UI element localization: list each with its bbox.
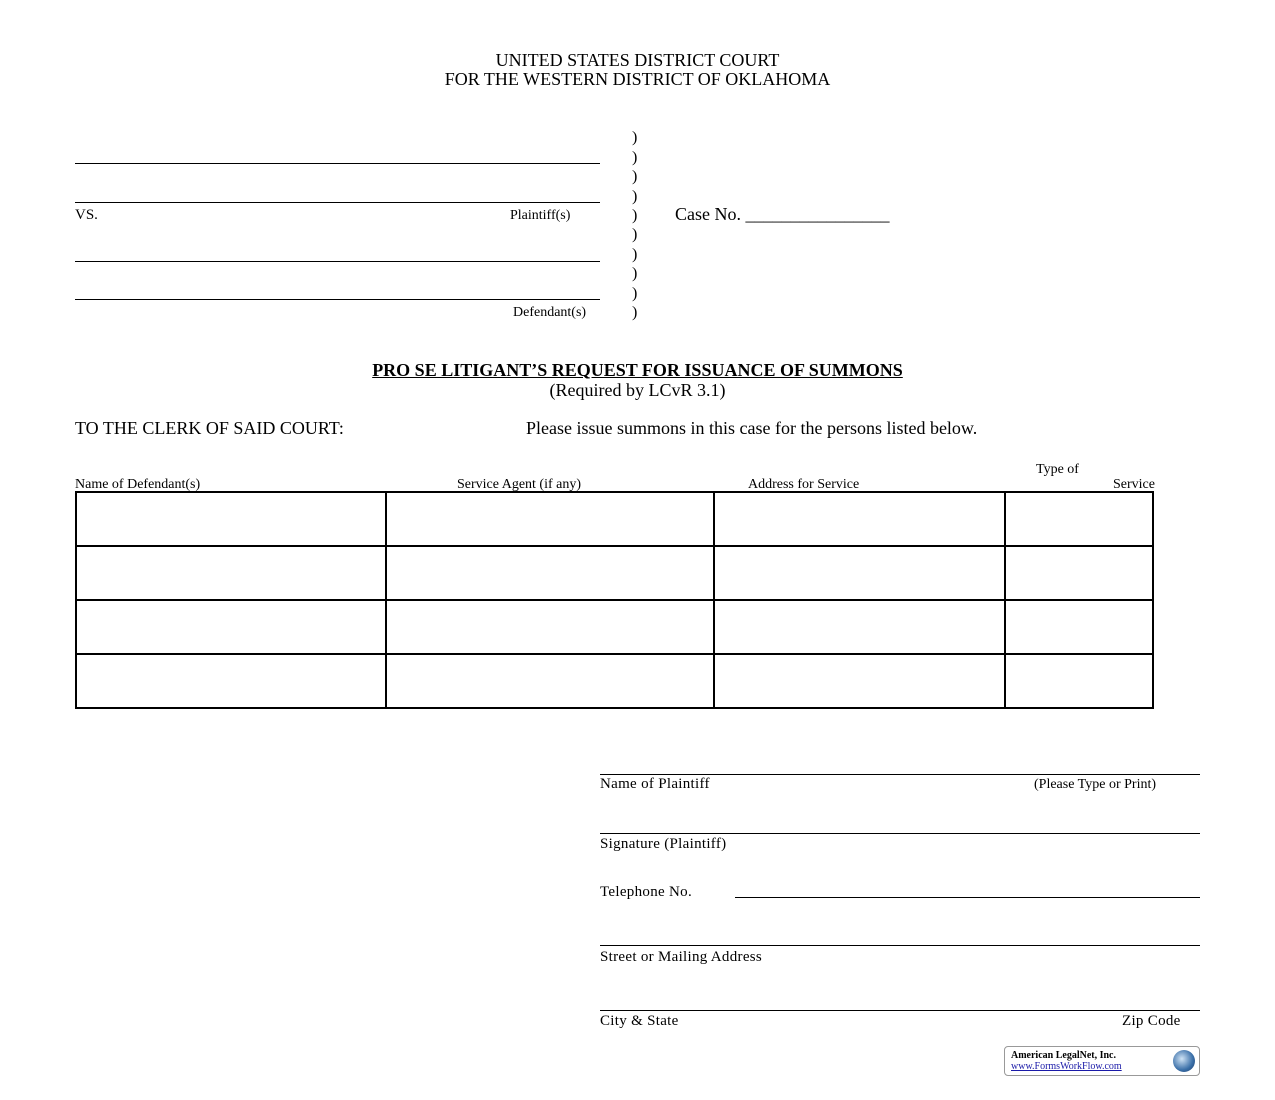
address-cell[interactable] [714,546,1005,600]
service-type-cell[interactable] [1005,600,1153,654]
col-header-service: Service [1113,477,1155,492]
zip-label: Zip Code [1122,1013,1181,1029]
agent-cell[interactable] [386,546,714,600]
caption-paren: ) [632,188,638,205]
clerk-address: TO THE CLERK OF SAID COURT: [75,418,344,438]
caption-paren: ) [632,246,638,263]
caption-paren: ) [632,285,638,302]
plaintiff-line-2[interactable] [75,202,600,203]
city-label: City & State [600,1013,679,1029]
form-title: PRO SE LITIGANT’S REQUEST FOR ISSUANCE OF SUMMONS [372,360,903,380]
court-name: UNITED STATES DISTRICT COURT [495,50,780,70]
col-header-agent: Service Agent (if any) [457,477,582,492]
plaintiffs-label: Plaintiff(s) [510,208,571,223]
caption-paren: ) [632,304,638,321]
form-subtitle: (Required by LCvR 3.1) [549,380,726,400]
agent-cell[interactable] [386,600,714,654]
caption-paren: ) [632,265,638,282]
plaintiff-name-line[interactable] [600,774,1200,775]
plaintiff-line-1[interactable] [75,163,600,164]
legalnet-logo [1004,1046,1200,1076]
service-type-cell[interactable] [1005,492,1153,546]
caption-paren: ) [632,226,638,243]
service-type-cell[interactable] [1005,654,1153,708]
plaintiff-name-label: Name of Plaintiff [600,776,710,792]
address-cell[interactable] [714,492,1005,546]
globe-icon [1173,1050,1195,1072]
defendant-line-2[interactable] [75,299,600,300]
caption-paren: ) [632,149,638,166]
col-header-defendant: Name of Defendant(s) [75,477,201,492]
defendants-label: Defendant(s) [513,305,587,320]
address-cell[interactable] [714,654,1005,708]
type-print-note: (Please Type or Print) [1034,777,1157,792]
defendant-cell[interactable] [76,492,386,546]
service-type-cell[interactable] [1005,546,1153,600]
signature-line[interactable] [600,833,1200,834]
agent-cell[interactable] [386,654,714,708]
street-label: Street or Mailing Address [600,949,763,965]
logo-url[interactable]: www.FormsWorkFlow.com [1011,1061,1122,1072]
col-header-type: Type of [1036,462,1079,477]
caption-paren: ) [632,129,638,146]
defendant-line-1[interactable] [75,261,600,262]
case-number-field[interactable]: Case No. ________________ [675,204,890,224]
defendant-cell[interactable] [76,546,386,600]
telephone-line[interactable] [735,897,1200,898]
col-header-address: Address for Service [748,477,860,492]
district-name: FOR THE WESTERN DISTRICT OF OKLAHOMA [444,69,831,89]
vs-label: VS. [75,207,98,223]
table-row [76,546,1153,600]
request-text: Please issue summons in this case for the persons listed below. [526,418,978,438]
agent-cell[interactable] [386,492,714,546]
telephone-label: Telephone No. [600,884,692,900]
caption-paren: ) [632,168,638,185]
defendants-table [75,491,1154,709]
address-cell[interactable] [714,600,1005,654]
signature-label: Signature (Plaintiff) [600,836,727,852]
table-row [76,492,1153,546]
defendant-cell[interactable] [76,654,386,708]
city-line[interactable] [600,1010,1200,1011]
table-row [76,654,1153,708]
logo-company: American LegalNet, Inc. [1011,1050,1116,1061]
defendant-cell[interactable] [76,600,386,654]
caption-paren: ) [632,207,638,224]
table-row [76,600,1153,654]
street-line[interactable] [600,945,1200,946]
